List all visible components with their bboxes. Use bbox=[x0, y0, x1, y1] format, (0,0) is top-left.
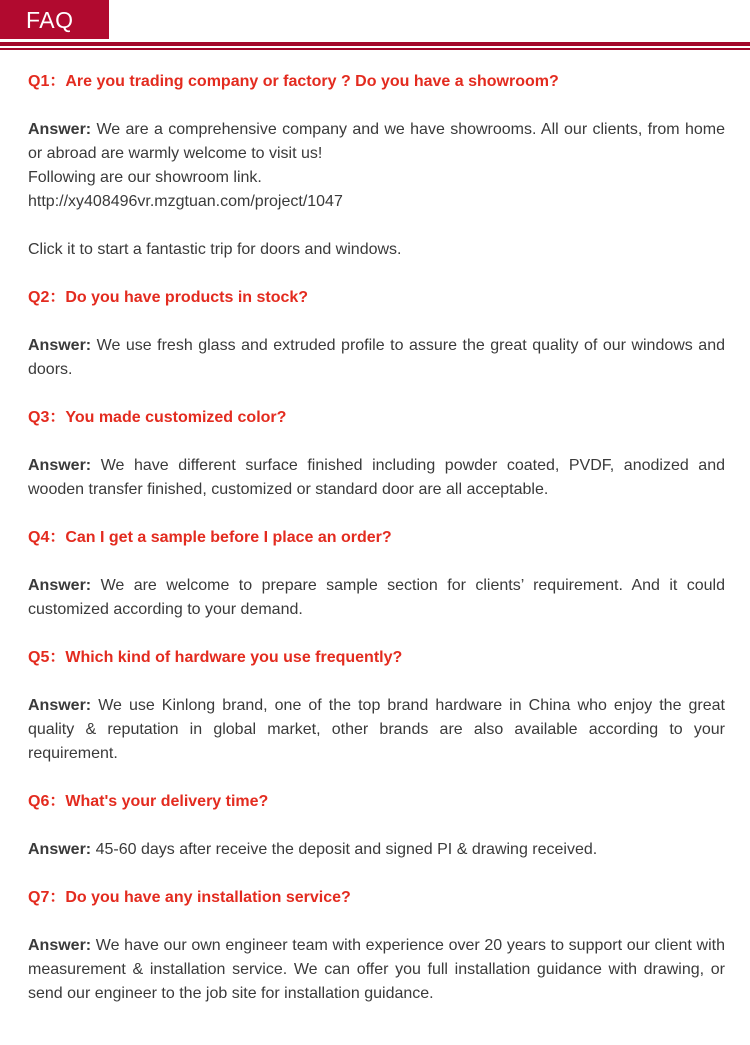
answer-3-text: We have different surface finished including powder coated, PVDF, anodized and wooden transfer finished, customized or standard door are all acceptable. bbox=[28, 457, 725, 498]
question-2: Q2：Do you have products in stock? bbox=[28, 289, 309, 306]
header-divider-thin bbox=[0, 48, 750, 50]
showroom-link[interactable]: http://xy408496vr.mzgtuan.com/project/1047 bbox=[28, 193, 343, 210]
question-6: Q6：What's your delivery time? bbox=[28, 793, 269, 810]
question-3: Q3：You made customized color? bbox=[28, 409, 287, 426]
answer-label: Answer: bbox=[28, 937, 92, 954]
answer-label: Answer: bbox=[28, 577, 92, 594]
faq-tab: FAQ bbox=[0, 0, 109, 39]
faq-item-4 bbox=[28, 526, 725, 622]
answer-6 bbox=[28, 838, 725, 862]
answer-label: Answer: bbox=[28, 457, 92, 474]
faq-item-3 bbox=[28, 406, 725, 502]
header-divider-thick bbox=[0, 42, 750, 46]
answer-label: Answer: bbox=[28, 337, 92, 354]
faq-item-7 bbox=[28, 886, 725, 1006]
answer-2 bbox=[28, 334, 725, 382]
faq-item-6 bbox=[28, 790, 725, 862]
answer-label: Answer: bbox=[28, 841, 92, 858]
faq-item-2 bbox=[28, 286, 725, 382]
faq-item-5 bbox=[28, 646, 725, 766]
answer-label: Answer: bbox=[28, 697, 92, 714]
answer-4 bbox=[28, 574, 725, 622]
question-5: Q5：Which kind of hardware you use frequently? bbox=[28, 649, 403, 666]
showroom-intro: Following are our showroom link. bbox=[28, 169, 262, 186]
faq-list bbox=[28, 70, 725, 1030]
answer-1-text: We are a comprehensive company and we have showrooms. All our clients, from home or abroad are warmly welcome to visit us! bbox=[28, 121, 725, 162]
answer-7-text: We have our own engineer team with experience over 20 years to support our client with measurement & installation service. We can offer you full installation guidance with drawing, or send our engineer to the job site for installation guidance. bbox=[28, 937, 725, 1002]
answer-5-text: We use Kinlong brand, one of the top brand hardware in China who enjoy the great quality & reputation in global market, other brands are also available according to your requirement. bbox=[28, 697, 725, 762]
faq-item-1 bbox=[28, 70, 725, 262]
answer-5 bbox=[28, 694, 725, 766]
page-header bbox=[0, 0, 750, 60]
question-1: Q1：Are you trading company or factory ? Do you have a showroom? bbox=[28, 73, 559, 90]
question-4: Q4：Can I get a sample before I place an order? bbox=[28, 529, 392, 546]
answer-label: Answer: bbox=[28, 121, 92, 138]
answer-1-closing: Click it to start a fantastic trip for doors and windows. bbox=[28, 241, 402, 258]
answer-2-text: We use fresh glass and extruded profile to assure the great quality of our windows and doors. bbox=[28, 337, 726, 378]
answer-3 bbox=[28, 454, 725, 502]
answer-6-text: 45-60 days after receive the deposit and signed PI & drawing received. bbox=[95, 841, 598, 858]
answer-1 bbox=[28, 118, 725, 214]
answer-4-text: We are welcome to prepare sample section for clients’ requirement. And it could customized according to your demand. bbox=[28, 577, 726, 618]
answer-7 bbox=[28, 934, 725, 1006]
question-7: Q7：Do you have any installation service? bbox=[28, 889, 351, 906]
